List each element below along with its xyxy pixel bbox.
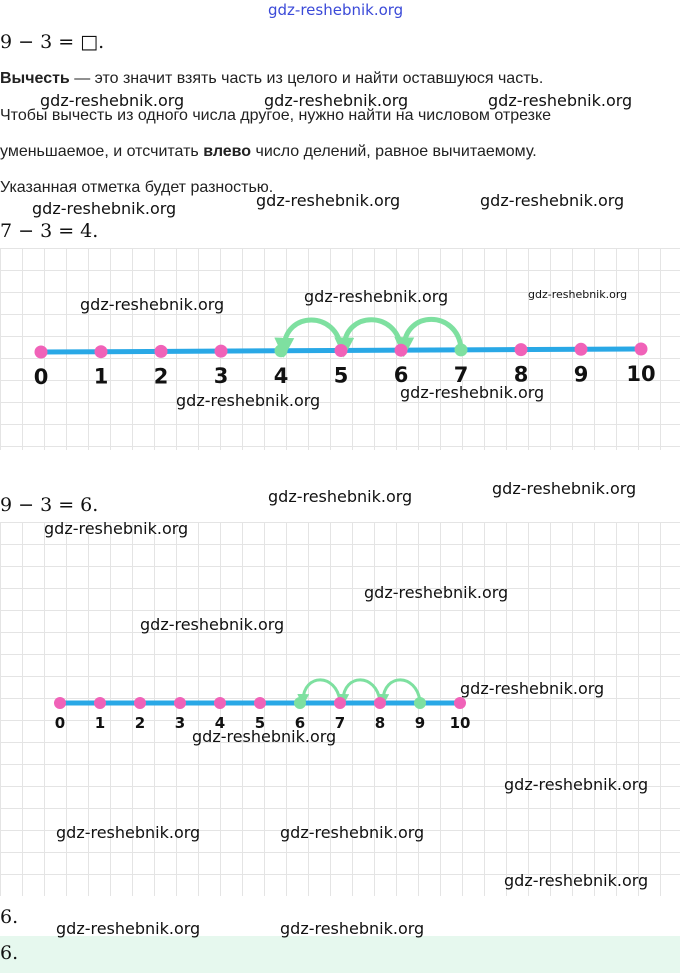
watermark: gdz-reshebnik.org — [56, 919, 201, 938]
number-line-panel-1 — [0, 248, 680, 450]
tick-label: 3 — [213, 364, 229, 389]
tick-label: 1 — [93, 364, 109, 389]
tick-label: 2 — [134, 714, 146, 732]
watermark: gdz-reshebnik.org — [40, 91, 185, 110]
rule-line-3 — [0, 143, 537, 161]
rule-line-3-end: число делений, равное вычитаемому. — [251, 143, 537, 160]
tick-point — [395, 344, 408, 357]
tick-label: 7 — [453, 362, 469, 387]
answer-line: 6. — [0, 906, 19, 928]
rule-line-3-start: уменьшаемое, и отсчитать — [0, 143, 204, 160]
watermark: gdz-reshebnik.org — [364, 583, 509, 602]
tick-label: 6 — [393, 363, 409, 388]
rule-line-2: Чтобы вычесть из одного числа другое, нужно найти на числовом отрезке — [0, 107, 552, 124]
number-line-1 — [0, 248, 680, 450]
watermark: gdz-reshebnik.org — [504, 871, 649, 890]
watermark: gdz-reshebnik.org — [400, 383, 545, 402]
answer-final: 6. — [0, 942, 19, 964]
jump-arrow — [404, 319, 461, 347]
tick-label: 10 — [626, 362, 656, 386]
rule-term: Вычесть — [0, 70, 70, 87]
tick-label: 2 — [153, 364, 169, 389]
rule-line-1 — [0, 70, 543, 88]
jump-arrow — [303, 680, 340, 701]
watermark: gdz-reshebnik.org — [492, 479, 637, 498]
tick-label: 9 — [414, 714, 426, 732]
tick-point — [214, 697, 226, 709]
task-equation: 9 − 3 = □. — [0, 31, 105, 53]
tick-label: 10 — [449, 714, 471, 732]
tick-label: 4 — [273, 363, 289, 388]
rule-line-3-bold: влево — [203, 143, 252, 160]
watermark: gdz-reshebnik.org — [44, 519, 189, 538]
tick-point — [335, 344, 348, 357]
rule-definition: — это значит взять часть из целого и найти оставшуюся часть. — [69, 70, 544, 87]
watermark: gdz-reshebnik.org — [488, 91, 633, 110]
watermark: gdz-reshebnik.org — [268, 487, 413, 506]
tick-point — [575, 343, 588, 356]
watermark: gdz-reshebnik.org — [280, 823, 425, 842]
jump-arrow — [344, 320, 401, 348]
tick-label: 5 — [333, 363, 349, 388]
tick-point — [334, 697, 346, 709]
tick-label: 8 — [513, 362, 529, 387]
example1-equation: 7 − 3 = 4. — [0, 220, 99, 242]
example2-equation: 9 − 3 = 6. — [0, 494, 99, 516]
tick-label: 9 — [573, 362, 589, 387]
tick-label: 8 — [374, 714, 386, 732]
tick-point — [374, 697, 386, 709]
watermark: gdz-reshebnik.org — [504, 775, 649, 794]
jump-arrow — [284, 320, 341, 348]
tick-point — [635, 343, 648, 356]
watermark: gdz-reshebnik.org — [140, 615, 285, 634]
watermark: gdz-reshebnik.org — [192, 727, 337, 746]
tick-label: 1 — [94, 714, 106, 732]
watermark: gdz-reshebnik.org — [460, 679, 605, 698]
rule-line-4: Указанная отметка будет разностью. — [0, 179, 274, 196]
watermark: gdz-reshebnik.org — [264, 91, 409, 110]
tick-point — [254, 697, 266, 709]
tick-label: 3 — [174, 714, 186, 732]
tick-label: 7 — [334, 714, 346, 732]
jump-arrow — [343, 680, 380, 701]
answer-box — [0, 936, 680, 973]
watermark: gdz-reshebnik.org — [80, 295, 225, 314]
watermark: gdz-reshebnik.org — [176, 391, 321, 410]
tick-point — [294, 697, 306, 709]
watermark: gdz-reshebnik.org — [528, 288, 628, 301]
watermark: gdz-reshebnik.org — [280, 919, 425, 938]
watermark: gdz-reshebnik.org — [56, 823, 201, 842]
tick-point — [215, 345, 228, 358]
tick-point — [35, 346, 48, 359]
tick-point — [155, 345, 168, 358]
tick-label: 0 — [54, 714, 66, 732]
tick-point — [95, 345, 108, 358]
tick-point — [414, 697, 426, 709]
jump-arrow — [383, 680, 420, 701]
tick-point — [54, 697, 66, 709]
tick-point — [455, 343, 468, 356]
tick-point — [94, 697, 106, 709]
tick-label: 4 — [214, 714, 226, 732]
tick-point — [134, 697, 146, 709]
watermark: gdz-reshebnik.org — [256, 191, 401, 210]
tick-point — [275, 344, 288, 357]
watermark: gdz-reshebnik.org — [304, 287, 449, 306]
watermark: gdz-reshebnik.org — [32, 199, 177, 218]
site-header[interactable]: gdz-reshebnik.org — [268, 1, 404, 19]
tick-label: 6 — [294, 714, 306, 732]
tick-label: 5 — [254, 714, 266, 732]
tick-point — [515, 343, 528, 356]
tick-label: 0 — [33, 365, 49, 389]
tick-point — [454, 697, 466, 709]
watermark: gdz-reshebnik.org — [480, 191, 625, 210]
tick-point — [174, 697, 186, 709]
